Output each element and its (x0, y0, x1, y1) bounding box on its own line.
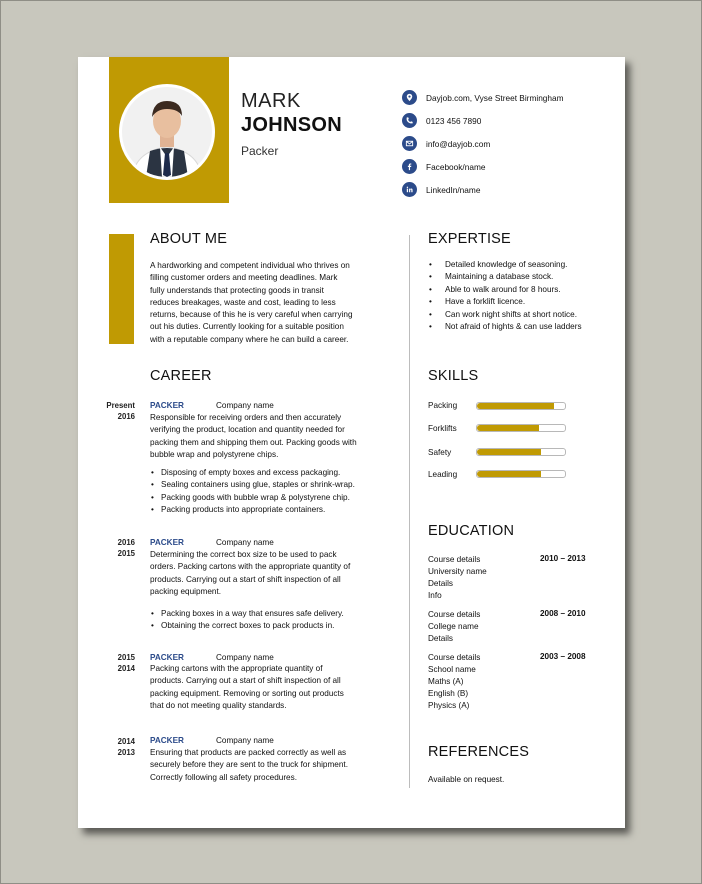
education-line: Details (428, 634, 454, 644)
contact-facebook (402, 155, 564, 178)
job-bullet: • Packing products into appropriate containers. (150, 504, 355, 516)
expertise-item: • Able to walk around for 8 hours. (428, 284, 582, 296)
job-line: Ensuring that products are packed correctly as well as (150, 748, 347, 757)
contact-phone-text: 0123 456 7890 (426, 115, 482, 126)
expertise-item: • Not afraid of hights & can use ladders (428, 321, 582, 333)
skill-label: Forklifts (428, 424, 457, 433)
job-description (150, 663, 344, 712)
about-line: out his duties. Currently looking for a suitable position (150, 322, 344, 332)
education-line: English (B) (428, 689, 469, 699)
job-line: packing them and shipping them out. Packing goods with (150, 437, 357, 447)
education-years: 2010 – 2013 (540, 554, 586, 563)
education-line: College name (428, 622, 479, 632)
job-bullet: • Packing goods with bubble wrap & polystyrene chip. (150, 492, 355, 504)
education-title: EDUCATION (428, 523, 515, 539)
about-accent-bar (109, 234, 134, 344)
about-line: reduces breakages, waste and cost, leading to less (150, 297, 336, 307)
education-line: School name (428, 665, 476, 675)
profile-photo (119, 84, 215, 180)
contact-email-text[interactable]: info@dayjob.com (426, 138, 491, 149)
contact-list (402, 86, 564, 201)
about-text (150, 260, 353, 346)
email-icon (402, 136, 417, 151)
education-entry (428, 652, 480, 712)
contact-address-text: Dayjob.com, Vyse Street Birmingham (426, 92, 564, 103)
first-name: MARK (241, 90, 301, 112)
expertise-item: • Detailed knowledge of seasoning. (428, 259, 582, 271)
job-line: Correctly following all safety procedures. (150, 772, 297, 782)
job-line: securely before they are sent to the truck for shipment. (150, 760, 348, 770)
job-line: products. Carrying out a start of shift inspection of all (150, 676, 341, 686)
skill-label: Leading (428, 470, 458, 479)
expertise-item: • Can work night shifts at short notice. (428, 309, 582, 321)
expertise-title: EXPERTISE (428, 231, 511, 247)
references-text: Available on request. (428, 775, 505, 784)
job-description (150, 412, 357, 461)
job-bullets (150, 608, 344, 633)
contact-email (402, 132, 564, 155)
skill-bar-fill (477, 449, 541, 455)
job-description (150, 747, 348, 784)
skill-bar-fill (477, 425, 539, 431)
job-title: Packer (241, 144, 279, 158)
location-pin-icon (402, 90, 417, 105)
job-line: packing equipment. (150, 586, 222, 596)
job-description (150, 549, 350, 598)
job-line: Packing cartons with the appropriate quantity of (150, 664, 323, 673)
job-company: Company name (216, 653, 274, 662)
skill-bar (476, 402, 566, 410)
job-bullets (150, 467, 355, 517)
job-date (104, 736, 135, 758)
contact-linkedin (402, 178, 564, 201)
education-line: Course details (428, 653, 481, 662)
job-date-from: Present (106, 401, 135, 410)
job-date (104, 400, 135, 422)
education-line: Physics (A) (428, 701, 470, 711)
job-line: that do not meeting quality standards. (150, 700, 287, 710)
about-line: with a reputable company where he can build a career. (150, 334, 349, 344)
expertise-item: • Maintaining a database stock. (428, 271, 582, 283)
skill-label: Packing (428, 401, 458, 410)
education-line: University name (428, 567, 487, 577)
education-line: Course details (428, 555, 481, 564)
education-years: 2003 – 2008 (540, 652, 586, 661)
skill-bar-fill (477, 403, 554, 409)
facebook-icon (402, 159, 417, 174)
job-role: PACKER (150, 653, 184, 662)
skill-label: Safety (428, 448, 452, 457)
skill-bar (476, 470, 566, 478)
contact-phone (402, 109, 564, 132)
job-company: Company name (216, 538, 274, 547)
job-date-to: 2014 (117, 664, 135, 673)
job-role: PACKER (150, 736, 184, 745)
about-title: ABOUT ME (150, 231, 228, 247)
last-name: JOHNSON (241, 114, 343, 136)
job-line: products. Carrying out a start of shift inspection of all (150, 574, 341, 584)
job-bullet: • Disposing of empty boxes and excess packaging. (150, 467, 355, 479)
column-divider (409, 235, 410, 788)
skill-bar (476, 424, 566, 432)
education-line: Maths (A) (428, 677, 464, 687)
skill-bar (476, 448, 566, 456)
education-entry (428, 554, 487, 602)
job-date-from: 2014 (117, 737, 135, 746)
about-line: filling customer orders and meeting deadlines. Mark (150, 273, 338, 283)
job-bullet: • Sealing containers using glue, staples or shrink-wrap. (150, 479, 355, 491)
job-role: PACKER (150, 538, 184, 547)
job-date-to: 2015 (117, 549, 135, 558)
job-line: bubble wrap and polystyrene chips. (150, 449, 279, 459)
about-line: fully understands that protecting goods in transit (150, 285, 324, 295)
linkedin-icon (402, 182, 417, 197)
job-bullet: • Obtaining the correct boxes to pack products in. (150, 620, 344, 632)
job-date-from: 2015 (117, 653, 135, 662)
job-line: orders. Packing cartons with the appropriate quantity of (150, 562, 351, 572)
job-date (104, 537, 135, 559)
expertise-list (428, 259, 582, 333)
job-bullet: • Packing boxes in a way that ensures safe delivery. (150, 608, 344, 620)
job-role: PACKER (150, 401, 184, 410)
education-entry (428, 609, 480, 645)
job-date-from: 2016 (117, 538, 135, 547)
education-line: Details (428, 579, 454, 589)
job-company: Company name (216, 401, 274, 410)
job-date-to: 2013 (117, 748, 135, 757)
expertise-item: • Have a forklift licence. (428, 296, 582, 308)
contact-linkedin-text[interactable]: LinkedIn/name (426, 184, 481, 195)
skill-bar-fill (477, 471, 541, 477)
contact-address (402, 86, 564, 109)
job-line: Determining the correct box size to be used to pack (150, 550, 337, 559)
skills-title: SKILLS (428, 368, 479, 384)
job-line: packing equipment. Removing or sorting out products (150, 688, 344, 698)
phone-icon (402, 113, 417, 128)
education-line: Course details (428, 610, 481, 619)
references-title: REFERENCES (428, 744, 530, 760)
job-date-to: 2016 (117, 412, 135, 421)
job-company: Company name (216, 736, 274, 745)
career-title: CAREER (150, 368, 212, 384)
contact-facebook-text[interactable]: Facebook/name (426, 161, 486, 172)
about-line: returns, because of this he is very careful when carrying (150, 310, 353, 320)
education-years: 2008 – 2010 (540, 609, 586, 618)
cv-sheet (78, 57, 625, 828)
about-line: A hardworking and competent individual who thrives on (150, 261, 350, 270)
education-line: Info (428, 591, 442, 601)
job-line: Responsible for receiving orders and then accurately (150, 413, 342, 422)
job-date (104, 652, 135, 674)
job-line: verifying the product, location and quantity needed for (150, 425, 345, 435)
person-portrait-icon (122, 87, 212, 177)
